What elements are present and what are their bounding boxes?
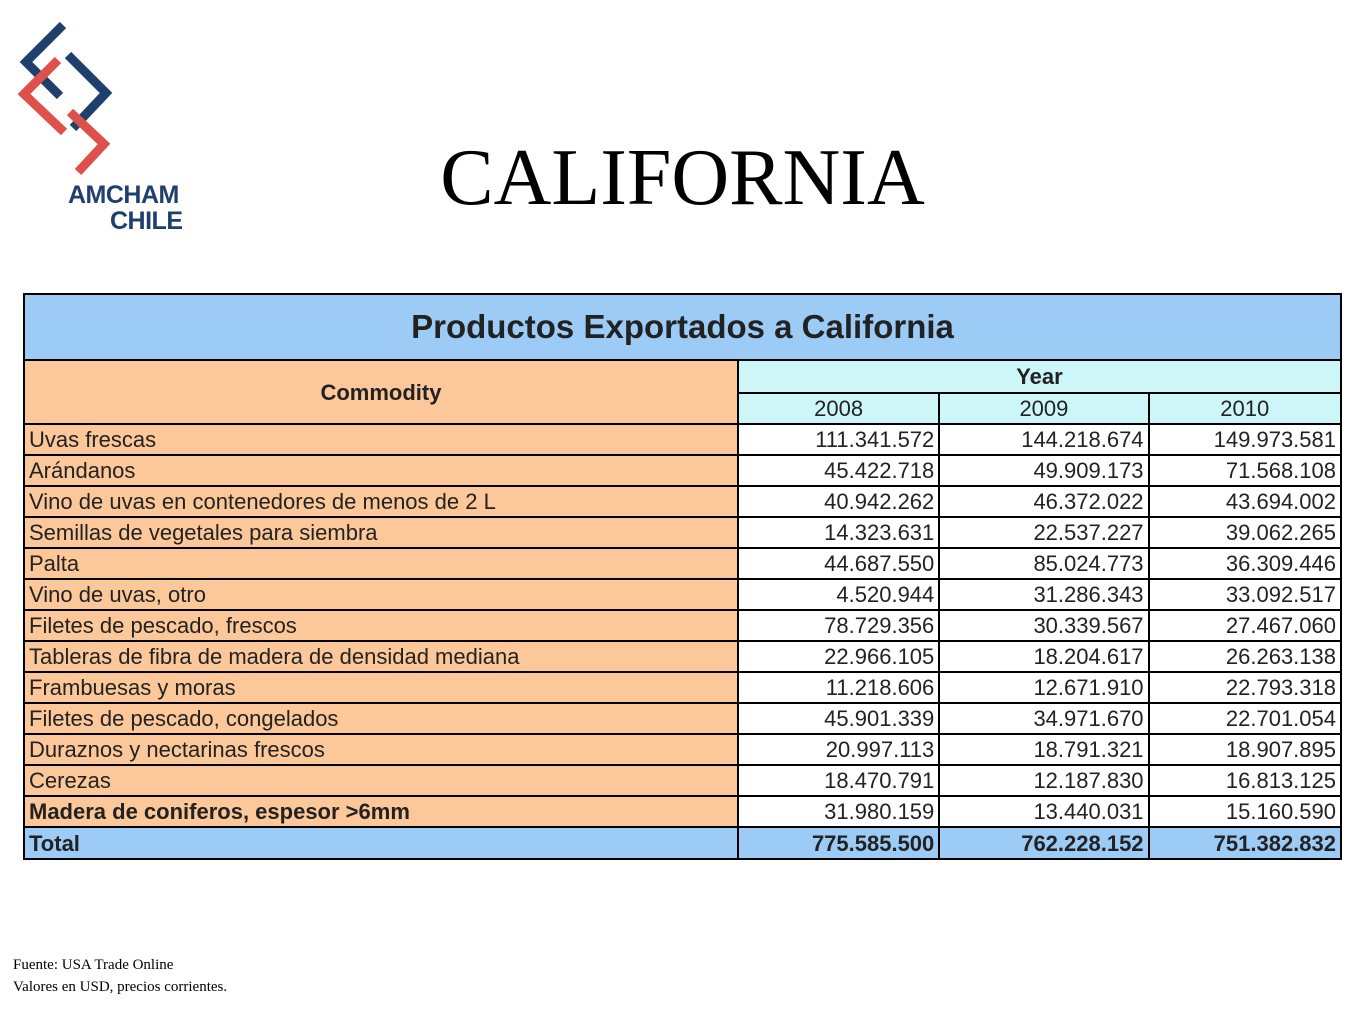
units-footnote: Valores en USD, precios corrientes. (13, 979, 228, 995)
value-2008: 20.997.113 (738, 734, 939, 765)
value-2009: 18.204.617 (939, 641, 1148, 672)
value-2010: 26.263.138 (1149, 641, 1341, 672)
logo-text-chile: CHILE (110, 207, 183, 235)
value-2008: 45.901.339 (738, 703, 939, 734)
value-2008: 40.942.262 (738, 486, 939, 517)
commodity-name: Semillas de vegetales para siembra (24, 517, 738, 548)
table-row (24, 486, 1341, 517)
value-2009: 30.339.567 (939, 610, 1148, 641)
commodity-name: Tableras de fibra de madera de densidad mediana (24, 641, 738, 672)
value-2008: 78.729.356 (738, 610, 939, 641)
value-2010: 18.907.895 (1149, 734, 1341, 765)
value-2010: 15.160.590 (1149, 796, 1341, 827)
table-row (24, 796, 1341, 827)
table-row (24, 455, 1341, 486)
value-2010: 149.973.581 (1149, 424, 1341, 455)
value-2010: 22.701.054 (1149, 703, 1341, 734)
commodity-name: Duraznos y nectarinas frescos (24, 734, 738, 765)
value-2010: 43.694.002 (1149, 486, 1341, 517)
year-2009-header: 2009 (939, 393, 1148, 424)
value-2008: 4.520.944 (738, 579, 939, 610)
value-2009: 13.440.031 (939, 796, 1148, 827)
total-row (24, 827, 1341, 859)
value-2008: 111.341.572 (738, 424, 939, 455)
year-2008-header: 2008 (738, 393, 939, 424)
table-row (24, 703, 1341, 734)
commodity-name: Filetes de pescado, frescos (24, 610, 738, 641)
total-2009: 762.228.152 (939, 827, 1148, 859)
exports-table (23, 293, 1342, 860)
table-row (24, 517, 1341, 548)
table-row (24, 579, 1341, 610)
value-2009: 18.791.321 (939, 734, 1148, 765)
table-row (24, 424, 1341, 455)
value-2009: 144.218.674 (939, 424, 1148, 455)
table-row (24, 672, 1341, 703)
commodity-name: Palta (24, 548, 738, 579)
table-title-row (24, 294, 1341, 360)
value-2008: 45.422.718 (738, 455, 939, 486)
value-2008: 18.470.791 (738, 765, 939, 796)
value-2009: 22.537.227 (939, 517, 1148, 548)
value-2008: 44.687.550 (738, 548, 939, 579)
value-2009: 85.024.773 (939, 548, 1148, 579)
value-2009: 12.187.830 (939, 765, 1148, 796)
table-row (24, 641, 1341, 672)
value-2010: 33.092.517 (1149, 579, 1341, 610)
value-2010: 16.813.125 (1149, 765, 1341, 796)
commodity-name: Arándanos (24, 455, 738, 486)
commodity-name: Frambuesas y moras (24, 672, 738, 703)
total-2010: 751.382.832 (1149, 827, 1341, 859)
table-row (24, 765, 1341, 796)
table-row (24, 548, 1341, 579)
value-2009: 12.671.910 (939, 672, 1148, 703)
year-header: Year (738, 360, 1341, 393)
value-2010: 27.467.060 (1149, 610, 1341, 641)
value-2009: 31.286.343 (939, 579, 1148, 610)
value-2010: 36.309.446 (1149, 548, 1341, 579)
commodity-header: Commodity (24, 360, 738, 424)
commodity-name: Vino de uvas en contenedores de menos de 2 L (24, 486, 738, 517)
year-2010-header: 2010 (1149, 393, 1341, 424)
commodity-name: Vino de uvas, otro (24, 579, 738, 610)
commodity-name: Uvas frescas (24, 424, 738, 455)
total-label: Total (24, 827, 738, 859)
value-2010: 71.568.108 (1149, 455, 1341, 486)
page-title: CALIFORNIA (440, 134, 925, 222)
value-2008: 14.323.631 (738, 517, 939, 548)
commodity-name: Filetes de pescado, congelados (24, 703, 738, 734)
value-2009: 46.372.022 (939, 486, 1148, 517)
value-2010: 22.793.318 (1149, 672, 1341, 703)
commodity-name: Madera de coniferos, espesor >6mm (24, 796, 738, 827)
value-2008: 31.980.159 (738, 796, 939, 827)
commodity-name: Cerezas (24, 765, 738, 796)
total-2008: 775.585.500 (738, 827, 939, 859)
value-2010: 39.062.265 (1149, 517, 1341, 548)
value-2009: 49.909.173 (939, 455, 1148, 486)
table-title: Productos Exportados a California (24, 294, 1341, 360)
value-2009: 34.971.670 (939, 703, 1148, 734)
table-row (24, 734, 1341, 765)
logo-text-amcham: AMCHAM (68, 181, 179, 209)
table-header-row (24, 360, 1341, 393)
source-footnote: Fuente: USA Trade Online (13, 957, 174, 973)
value-2008: 11.218.606 (738, 672, 939, 703)
value-2008: 22.966.105 (738, 641, 939, 672)
table-row (24, 610, 1341, 641)
